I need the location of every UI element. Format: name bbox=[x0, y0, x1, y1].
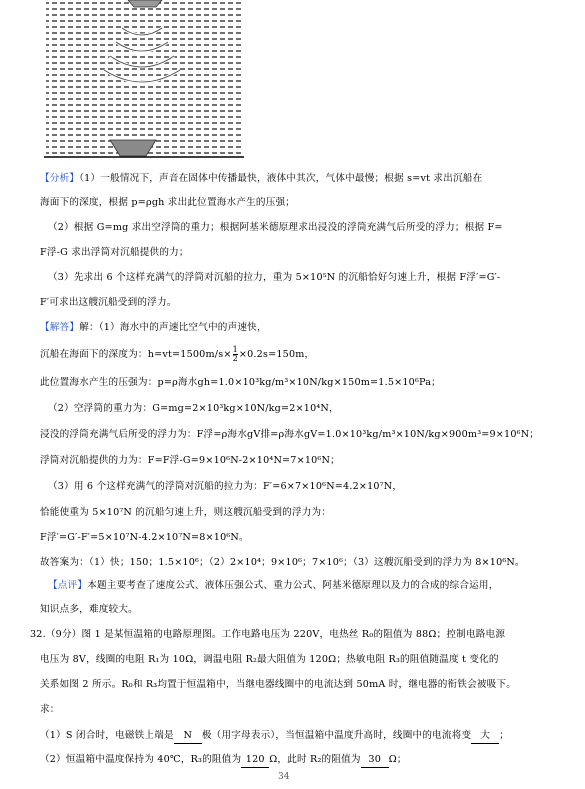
solution-line-10: 故答案为：（1）快；150；1.5×10⁶；（2）2×10⁴；9×10⁶；7×10⁶；（3）这艘沉船受到的浮力为 8×10⁶N。 bbox=[40, 557, 525, 568]
solution-line-1: 【解答】解：（1）海水中的声速比空气中的声速快， bbox=[40, 322, 267, 333]
solution-line-5: 浸没的浮筒充满气后所受的浮力为：F浮=ρ海水gV排=ρ海水gV=1.0×10³kg/m³×10N/kg×900m³=9×10⁶N； bbox=[40, 429, 540, 440]
solution-line-3: 此位置海水产生的压强为：p=ρ海水gh=1.0×10³kg/m³×10N/kg×150m=1.5×10⁶Pa； bbox=[40, 377, 441, 388]
solution-tag: 【解答】 bbox=[40, 322, 80, 333]
comment-line-2: 知识点多，难度较大。 bbox=[40, 604, 138, 615]
q32-line-4: 求： bbox=[40, 704, 60, 715]
page-number: 34 bbox=[278, 772, 290, 782]
analysis-line-4: F浮-G 求出浮筒对沉船提供的力； bbox=[40, 247, 189, 258]
answer-blank-current: 大 bbox=[471, 729, 499, 744]
answer-blank-r3: 120 bbox=[241, 753, 269, 768]
analysis-line-6: F′可求出这艘沉船受到的浮力。 bbox=[40, 297, 177, 308]
solution-line-7: （3）用 6 个这样充满气的浮筒对沉船的拉力为：F′=6×7×10⁶N=4.2×10⁷N， bbox=[48, 481, 403, 492]
analysis-line-1: 【分析】（1）一般情况下，声音在固体中传播最快，液体中其次，气体中最慢；根据 s=vt 求出沉船在 bbox=[40, 173, 483, 184]
comment-line-1: 【点评】本题主要考查了速度公式、液体压强公式、重力公式、阿基米德原理以及力的合成的综合运用， bbox=[48, 580, 499, 591]
q32-line-3: 关系如图 2 所示。R₀和 R₃均置于恒温箱中，当继电器线圈中的电流达到 50mA 时，继电器的衔铁会被吸下。 bbox=[40, 679, 517, 690]
analysis-line-2: 海面下的深度，根据 p=ρgh 求出此位置海水产生的压强； bbox=[40, 197, 296, 208]
analysis-line-3: （2）根据 G=mg 求出空浮筒的重力；根据阿基米德原理求出浸没的浮筒充满气后所受的浮力；根据 F= bbox=[48, 222, 503, 233]
solution-line-4: （2）空浮筒的重力为：G=mg=2×10³kg×10N/kg=2×10⁴N， bbox=[48, 403, 339, 414]
sonar-figure bbox=[44, 0, 244, 162]
analysis-line-5: （3）先求出 6 个这样充满气的浮筒对沉船的拉力，重为 5×10⁵N 的沉船恰好匀速上升，根据 F浮′=G′- bbox=[48, 272, 501, 283]
answer-blank-pole: N bbox=[174, 729, 202, 744]
q32-sub-1: （1）S 闭合时，电磁铁上端是 N 极（用字母表示），当恒温箱中温度升高时，线圈中的电流将变 大 ； bbox=[40, 729, 509, 744]
analysis-tag: 【分析】 bbox=[40, 173, 80, 184]
solution-line-2: 沉船在海面下的深度为：h=vt=1500m/s× $\frac{1}{2}$ ×0.2s=150m， bbox=[40, 345, 315, 363]
comment-tag: 【点评】 bbox=[48, 580, 88, 591]
solution-line-6: 浮筒对沉船提供的力为：F=F浮-G=9×10⁶N-2×10⁴N=7×10⁶N； bbox=[40, 455, 340, 466]
fraction-half: $\frac{1}{2}$ bbox=[232, 345, 238, 363]
solution-line-9: F浮′=G′-F′=5×10⁷N-4.2×10⁷N=8×10⁶N。 bbox=[40, 532, 249, 543]
solution-line-8: 恰能使重为 5×10⁷N 的沉船匀速上升，则这艘沉船受到的浮力为： bbox=[40, 507, 332, 518]
q32-line-1: 32.（9分）图 1 是某恒温箱的电路原理图。工作电路电压为 220V，电热丝 R₀的阻值为 88Ω；控制电路电源 bbox=[30, 629, 506, 640]
q32-line-2: 电压为 8V，线圈的电阻 R₁为 10Ω，调温电阻 R₂最大阻值为 120Ω；热敏电阻 R₃的阻值随温度 t 变化的 bbox=[40, 654, 499, 665]
answer-blank-r2: 30 bbox=[361, 753, 389, 768]
q32-sub-2: （2）恒温箱中温度保持为 40℃，R₃的阻值为 120 Ω，此时 R₂的阻值为 30 Ω； bbox=[40, 753, 407, 768]
